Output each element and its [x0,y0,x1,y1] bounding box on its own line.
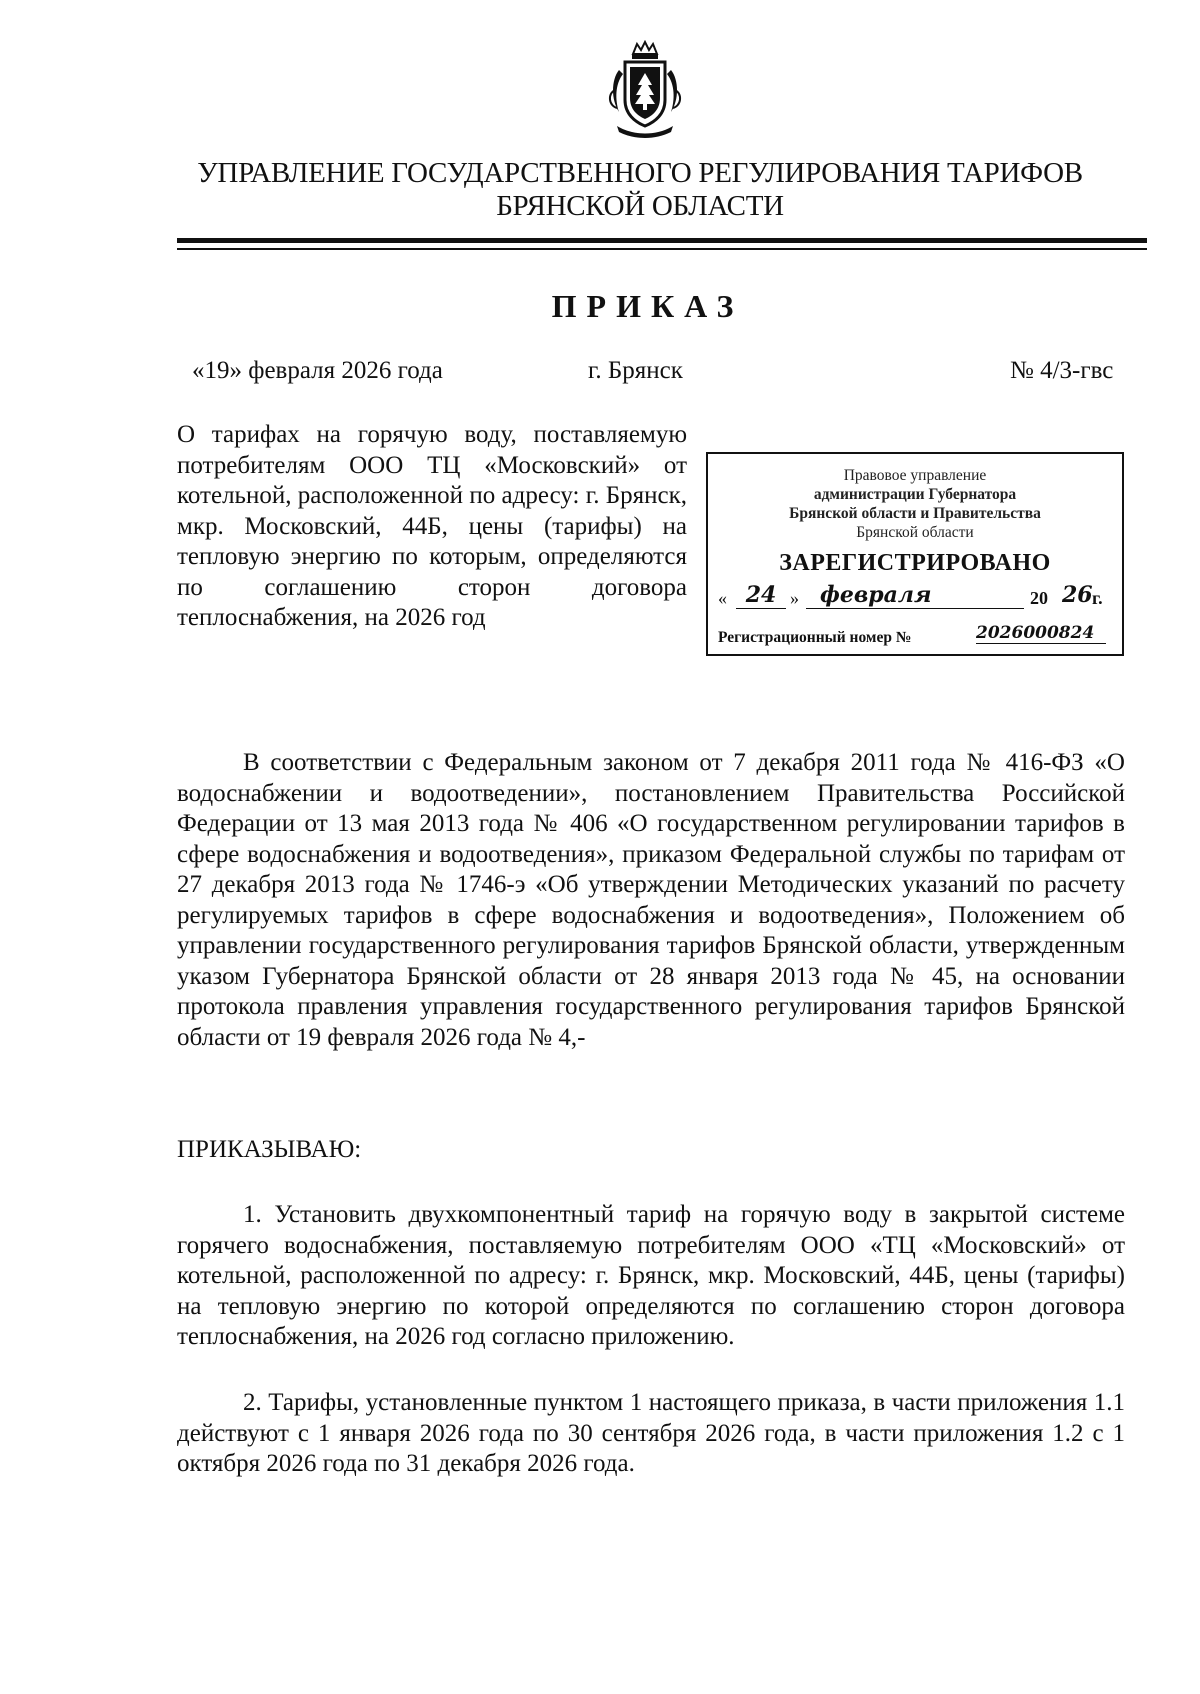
stamp-date-year-suffix: 26 [1062,582,1093,608]
stamp-registration-label: Регистрационный номер № [718,629,912,646]
stamp-date [718,584,1112,614]
preamble [177,748,1125,1053]
order-number: № 4/3-гвс [1010,357,1114,384]
stamp-authority-line-4: Брянской области [856,524,974,541]
stamp-date-year-end: г. [1092,588,1103,608]
document-title: ПРИКАЗ [551,288,744,324]
stamp-date-year-prefix: 20 [1030,588,1048,608]
order-city: г. Брянск [588,357,683,384]
stamp-date-month: февраля [806,582,1024,609]
stamp-date-close-quote: » [790,588,799,608]
order-subject: О тарифах на горячую воду, поставляемую потребителям ООО ТЦ «Московский» от котельной, расположенной по адресу: г. Брянск, мкр. Московский, 44Б, цены (тарифы) на тепловую энергию по которым, определяются по соглашению сторон договора теплоснабжения, на 2026 год [177,421,687,631]
stamp-status: ЗАРЕГИСТРИРОВАНО [779,550,1051,576]
organization-name [160,157,1120,223]
stamp-registration-number: 2026000824 [976,623,1106,644]
stamp-authority-line-1: Правовое управление [843,467,987,484]
order-verb: ПРИКАЗЫВАЮ: [177,1136,362,1163]
stamp-date-open-quote: « [718,588,727,608]
stamp-date-day: 24 [736,582,786,609]
organization-name-line-1: УПРАВЛЕНИЕ ГОСУДАРСТВЕННОГО РЕГУЛИРОВАНИЯ ТАРИФОВ [197,157,1083,189]
order-clause-1: 1. Установить двухкомпонентный тариф на горячую воду в закрытой системе горячего водоснабжения, поставляемую потребителям ООО «ТЦ «Московский» от котельной, расположенной по адресу: г. Брянск, мкр. Московский, 44Б, цены (тарифы) на тепловую энергию по которой определяются по соглашению сторон договора теплоснабжения, на 2026 год согласно приложению. [177,1201,1125,1350]
header-divider-thick [177,238,1147,243]
organization-name-line-2: БРЯНСКОЙ ОБЛАСТИ [496,190,784,222]
coat-of-arms-emblem [605,40,685,140]
stamp-authority-line-3: Брянской области и Правительства [789,505,1041,522]
registration-stamp [706,452,1124,656]
preamble-text: В соответствии с Федеральным законом от 7 декабря 2011 года № 416-ФЗ «О водоснабжении и водоотведении», постановлением Правительства Российской Федерации от 13 мая 2013 года № 406 «О государственном регулировании тарифов в сфере водоснабжения и водоотведения», приказом Федеральной службы по тарифам от 27 декабря 2013 года № 1746-э «Об утверждении Методических указаний по расчету регулируемых тарифов в сфере водоснабжения и водоотведения», Положением об управлении государственного регулирования тарифов Брянской области, утвержденным указом Губернатора Брянской области от 28 января 2013 года № 45, на основании протокола правления управления государственного регулирования тарифов Брянской области от 19 февраля 2026 года № 4,- [177,749,1125,1051]
header-divider-thin [177,248,1147,250]
order-clause-2: 2. Тарифы, установленные пунктом 1 настоящего приказа, в части приложения 1.1 действуют с 1 января 2026 года по 30 сентября 2026 года, в части приложения 1.2 с 1 октября 2026 года по 31 декабря 2026 года. [177,1389,1125,1477]
stamp-registration-number-row [718,623,1118,650]
order-date: «19» февраля 2026 года [192,357,443,384]
stamp-authority-line-2: администрации Губернатора [813,486,1017,503]
